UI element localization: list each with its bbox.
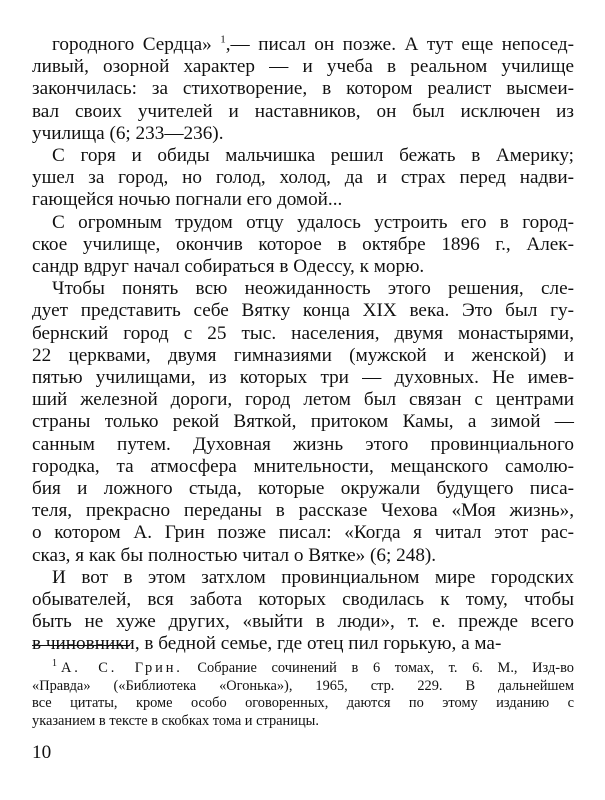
footnote	[32, 660, 574, 730]
footnote-marker: 1	[52, 658, 57, 670]
text-line	[32, 256, 574, 278]
text-segment: И вот в этом затхлом провинциальном мире городских	[52, 566, 574, 588]
text-line	[32, 500, 574, 522]
text-line	[32, 167, 574, 189]
text-line	[32, 78, 574, 100]
text-segment: вал своих учителей и наставников, он был исключен из	[32, 100, 574, 122]
text-segment: городка, та атмосфера мнительности, мещанского самолю-	[32, 455, 574, 477]
text-line	[32, 478, 574, 500]
footnote-line: «Правда» («Библиотека «Огонька»), 1965, стр. 229. В дальнейшем	[32, 677, 574, 694]
text-line	[32, 101, 574, 123]
text-segment: санным путем. Духовная жизнь этого провинциального	[32, 433, 574, 455]
text-line	[32, 367, 574, 389]
text-line	[32, 567, 574, 589]
footnote-separator	[32, 645, 130, 646]
text-line	[32, 123, 574, 145]
text-line	[32, 145, 574, 167]
paragraph	[32, 212, 574, 279]
text-segment: училища (6; 233—236).	[32, 122, 224, 144]
text-line	[32, 611, 574, 633]
text-segment: С горя и обиды мальчишка решил бежать в Америку;	[52, 145, 574, 167]
main-text	[32, 34, 574, 656]
text-line	[32, 234, 574, 256]
footnote-line: все цитаты, кроме особо оговоренных, даются по этому изданию с	[32, 695, 574, 712]
text-segment: Чтобы понять всю неожиданность этого решения, сле-	[52, 278, 574, 300]
text-segment: теля, прекрасно переданы в рассказе Чехова «Моя жизнь»,	[32, 500, 574, 522]
text-line	[32, 56, 574, 78]
text-line	[32, 545, 574, 567]
text-segment: быть не хуже других, «выйти в люди», т. е. прежде всего	[32, 611, 574, 633]
text-line	[32, 434, 574, 456]
text-line	[32, 522, 574, 544]
text-line	[32, 189, 574, 211]
text-segment: дует представить себе Вятку конца XIX века. Это был гу-	[32, 300, 574, 322]
text-line	[32, 456, 574, 478]
text-segment: бия и ложного стыда, которые окружали будущего писа-	[32, 478, 574, 500]
text-line	[32, 589, 574, 611]
text-segment: страны только рекой Вяткой, притоком Камы, а зимой —	[32, 411, 574, 433]
paragraph	[32, 145, 574, 212]
text-segment: о котором А. Грин позже писал: «Когда я читал этот рас-	[32, 522, 574, 544]
footnote-line: указанием в тексте в скобках тома и страницы.	[32, 712, 319, 729]
footnote-text: Собрание сочинений в 6 томах, т. 6. М., Изд-во	[182, 660, 574, 676]
text-segment: 22 церквами, двумя гимназиями (мужской и женской) и	[32, 344, 574, 366]
text-segment: сказ, я как бы полностью читал о Вятке» (6; 248).	[32, 544, 437, 566]
text-segment: закончилась: за стихотворение, в котором реалист высмеи-	[32, 78, 574, 100]
text-line	[32, 34, 574, 56]
text-line	[32, 389, 574, 411]
text-line	[32, 300, 574, 322]
paragraph	[32, 278, 574, 567]
text-line	[32, 278, 574, 300]
text-line	[32, 411, 574, 433]
text-segment: обывателей, вся забота которых сводилась к тому, чтобы	[32, 589, 574, 611]
text-segment: ,— писал он позже. А тут еще непосед-	[225, 34, 574, 55]
page-number: 10	[32, 742, 52, 763]
text-segment: сандр вдруг начал собираться в Одессу, к морю.	[32, 256, 425, 278]
text-segment: гающейся ночью погнали его домой...	[32, 189, 343, 211]
text-segment: ушел за город, но голод, холод, да и страх перед надви-	[32, 167, 574, 189]
text-segment: С огромным трудом отцу удалось устроить его в город-	[52, 211, 574, 233]
text-segment: городного Сердца»	[52, 34, 221, 55]
text-segment: пятью училищами, из которых три — духовных. Не имев-	[32, 367, 574, 389]
text-line	[32, 323, 574, 345]
paragraph	[32, 34, 574, 145]
text-segment: ливый, озорной характер — и учеба в реальном училище	[32, 56, 574, 78]
footnote-line	[32, 660, 574, 678]
text-line	[32, 345, 574, 367]
text-segment: в чиновники, в бедной семье, где отец пил горькую, а ма-	[32, 633, 502, 655]
footnote-author: А. С. Грин.	[61, 660, 183, 676]
text-segment: ское училище, окончив которое в октябре 1896 г., Алек-	[32, 233, 574, 255]
footnote-reference: 1	[220, 33, 226, 46]
text-segment: бернский город с 25 тыс. населения, двумя монастырями,	[32, 322, 574, 344]
text-segment: ший железной дороги, город летом был связан с центрами	[32, 389, 574, 411]
text-line	[32, 212, 574, 234]
paragraph	[32, 567, 574, 656]
